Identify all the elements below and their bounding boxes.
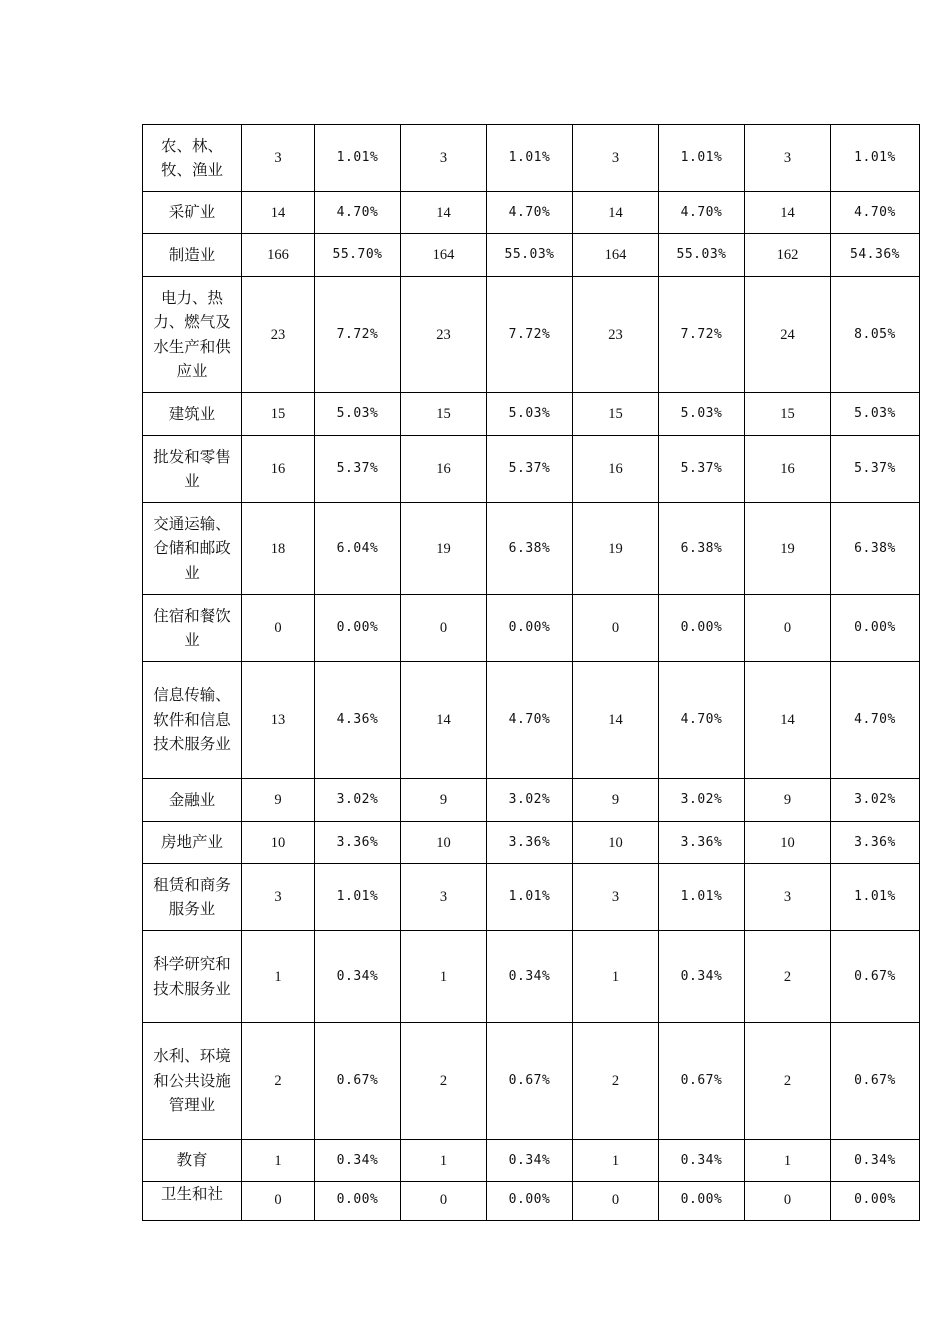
percent-cell: 4.70% [659, 662, 745, 779]
percent-cell: 3.36% [315, 822, 401, 864]
count-cell: 10 [573, 822, 659, 864]
percent-cell: 5.37% [831, 436, 920, 503]
percent-cell: 0.00% [831, 1182, 920, 1221]
percent-cell: 0.67% [831, 1023, 920, 1140]
percent-cell: 5.03% [315, 393, 401, 436]
count-cell: 0 [401, 595, 487, 662]
percent-cell: 0.00% [659, 595, 745, 662]
percent-cell: 1.01% [831, 125, 920, 192]
count-cell: 13 [242, 662, 315, 779]
industry-cell: 水利、环境和公共设施管理业 [143, 1023, 242, 1140]
percent-cell: 5.37% [487, 436, 573, 503]
table-row [143, 1140, 920, 1182]
table-row [143, 234, 920, 277]
percent-cell: 7.72% [315, 277, 401, 393]
count-cell: 3 [401, 125, 487, 192]
count-cell: 10 [401, 822, 487, 864]
count-cell: 19 [401, 503, 487, 595]
percent-cell: 55.70% [315, 234, 401, 277]
count-cell: 15 [401, 393, 487, 436]
percent-cell: 0.00% [659, 1182, 745, 1221]
percent-cell: 0.34% [659, 1140, 745, 1182]
percent-cell: 3.02% [831, 779, 920, 822]
count-cell: 164 [573, 234, 659, 277]
count-cell: 1 [401, 1140, 487, 1182]
industry-cell: 建筑业 [143, 393, 242, 436]
count-cell: 1 [573, 931, 659, 1023]
percent-cell: 0.34% [315, 931, 401, 1023]
table-row [143, 1023, 920, 1140]
percent-cell: 4.36% [315, 662, 401, 779]
percent-cell: 0.34% [831, 1140, 920, 1182]
count-cell: 2 [573, 1023, 659, 1140]
percent-cell: 0.34% [487, 931, 573, 1023]
percent-cell: 6.38% [487, 503, 573, 595]
count-cell: 24 [745, 277, 831, 393]
count-cell: 3 [573, 864, 659, 931]
percent-cell: 0.34% [315, 1140, 401, 1182]
count-cell: 18 [242, 503, 315, 595]
percent-cell: 8.05% [831, 277, 920, 393]
count-cell: 0 [573, 595, 659, 662]
count-cell: 9 [401, 779, 487, 822]
percent-cell: 5.03% [831, 393, 920, 436]
percent-cell: 5.37% [315, 436, 401, 503]
count-cell: 166 [242, 234, 315, 277]
percent-cell: 1.01% [315, 864, 401, 931]
count-cell: 9 [745, 779, 831, 822]
count-cell: 2 [745, 931, 831, 1023]
percent-cell: 0.67% [487, 1023, 573, 1140]
count-cell: 14 [573, 662, 659, 779]
percent-cell: 4.70% [659, 192, 745, 234]
count-cell: 14 [745, 662, 831, 779]
percent-cell: 4.70% [487, 192, 573, 234]
count-cell: 164 [401, 234, 487, 277]
table-row [143, 1182, 920, 1221]
table-row [143, 779, 920, 822]
count-cell: 14 [745, 192, 831, 234]
count-cell: 2 [401, 1023, 487, 1140]
percent-cell: 3.02% [487, 779, 573, 822]
count-cell: 3 [242, 864, 315, 931]
count-cell: 15 [573, 393, 659, 436]
count-cell: 2 [745, 1023, 831, 1140]
count-cell: 10 [745, 822, 831, 864]
percent-cell: 1.01% [487, 125, 573, 192]
table-row [143, 192, 920, 234]
industry-cell: 信息传输、软件和信息技术服务业 [143, 662, 242, 779]
count-cell: 16 [745, 436, 831, 503]
count-cell: 14 [573, 192, 659, 234]
industry-cell: 电力、热力、燃气及水生产和供应业 [143, 277, 242, 393]
industry-cell: 科学研究和技术服务业 [143, 931, 242, 1023]
count-cell: 9 [573, 779, 659, 822]
percent-cell: 0.34% [659, 931, 745, 1023]
count-cell: 16 [401, 436, 487, 503]
count-cell: 9 [242, 779, 315, 822]
percent-cell: 54.36% [831, 234, 920, 277]
count-cell: 15 [242, 393, 315, 436]
count-cell: 1 [242, 1140, 315, 1182]
count-cell: 14 [401, 662, 487, 779]
percent-cell: 1.01% [315, 125, 401, 192]
table-row [143, 662, 920, 779]
percent-cell: 0.00% [831, 595, 920, 662]
table-row [143, 277, 920, 393]
count-cell: 16 [573, 436, 659, 503]
percent-cell: 6.38% [831, 503, 920, 595]
count-cell: 19 [573, 503, 659, 595]
table-row [143, 393, 920, 436]
table-row [143, 125, 920, 192]
industry-cell: 交通运输、仓储和邮政业 [143, 503, 242, 595]
percent-cell: 0.34% [487, 1140, 573, 1182]
table-row [143, 931, 920, 1023]
percent-cell: 0.00% [487, 595, 573, 662]
industry-cell: 农、林、牧、渔业 [143, 125, 242, 192]
percent-cell: 0.67% [315, 1023, 401, 1140]
industry-cell: 租赁和商务服务业 [143, 864, 242, 931]
percent-cell: 6.38% [659, 503, 745, 595]
percent-cell: 4.70% [831, 662, 920, 779]
percent-cell: 55.03% [487, 234, 573, 277]
percent-cell: 55.03% [659, 234, 745, 277]
percent-cell: 4.70% [315, 192, 401, 234]
percent-cell: 3.02% [315, 779, 401, 822]
percent-cell: 0.00% [315, 1182, 401, 1221]
percent-cell: 0.00% [487, 1182, 573, 1221]
count-cell: 0 [745, 1182, 831, 1221]
industry-cell: 金融业 [143, 779, 242, 822]
industry-cell: 教育 [143, 1140, 242, 1182]
percent-cell: 6.04% [315, 503, 401, 595]
count-cell: 3 [745, 864, 831, 931]
count-cell: 1 [745, 1140, 831, 1182]
count-cell: 15 [745, 393, 831, 436]
count-cell: 10 [242, 822, 315, 864]
industry-cell: 住宿和餐饮业 [143, 595, 242, 662]
count-cell: 3 [401, 864, 487, 931]
percent-cell: 3.36% [659, 822, 745, 864]
count-cell: 1 [401, 931, 487, 1023]
percent-cell: 3.36% [487, 822, 573, 864]
count-cell: 0 [401, 1182, 487, 1221]
industry-cell: 房地产业 [143, 822, 242, 864]
industry-cell: 采矿业 [143, 192, 242, 234]
percent-cell: 0.67% [831, 931, 920, 1023]
count-cell: 0 [242, 595, 315, 662]
percent-cell: 0.00% [315, 595, 401, 662]
percent-cell: 1.01% [659, 864, 745, 931]
table-row [143, 822, 920, 864]
count-cell: 14 [242, 192, 315, 234]
industry-cell: 制造业 [143, 234, 242, 277]
industry-cell: 卫生和社 [143, 1182, 242, 1221]
count-cell: 3 [573, 125, 659, 192]
table-row [143, 436, 920, 503]
percent-cell: 1.01% [659, 125, 745, 192]
table-row [143, 864, 920, 931]
table-row [143, 595, 920, 662]
percent-cell: 4.70% [831, 192, 920, 234]
percent-cell: 0.67% [659, 1023, 745, 1140]
industry-distribution-table [142, 124, 920, 1221]
count-cell: 162 [745, 234, 831, 277]
count-cell: 3 [242, 125, 315, 192]
percent-cell: 4.70% [487, 662, 573, 779]
count-cell: 3 [745, 125, 831, 192]
industry-cell: 批发和零售业 [143, 436, 242, 503]
percent-cell: 1.01% [487, 864, 573, 931]
count-cell: 0 [242, 1182, 315, 1221]
percent-cell: 3.02% [659, 779, 745, 822]
count-cell: 0 [745, 595, 831, 662]
percent-cell: 3.36% [831, 822, 920, 864]
count-cell: 23 [573, 277, 659, 393]
count-cell: 0 [573, 1182, 659, 1221]
count-cell: 1 [242, 931, 315, 1023]
count-cell: 14 [401, 192, 487, 234]
percent-cell: 5.37% [659, 436, 745, 503]
percent-cell: 5.03% [487, 393, 573, 436]
percent-cell: 1.01% [831, 864, 920, 931]
percent-cell: 7.72% [487, 277, 573, 393]
count-cell: 23 [242, 277, 315, 393]
table-row [143, 503, 920, 595]
count-cell: 19 [745, 503, 831, 595]
count-cell: 23 [401, 277, 487, 393]
percent-cell: 5.03% [659, 393, 745, 436]
count-cell: 2 [242, 1023, 315, 1140]
count-cell: 1 [573, 1140, 659, 1182]
percent-cell: 7.72% [659, 277, 745, 393]
count-cell: 16 [242, 436, 315, 503]
